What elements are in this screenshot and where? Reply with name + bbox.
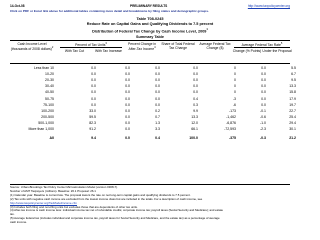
cell-avg: -6,876 xyxy=(226,120,236,125)
cell-avg: -173 xyxy=(228,108,236,113)
cell-under: 30.1 xyxy=(289,127,296,131)
cell-cut: 0.0 xyxy=(91,84,96,89)
note-4-cont: tax. xyxy=(10,212,15,217)
col-change-pct-points: Change (% Points) xyxy=(232,49,262,53)
col-with-tax-cut: With Tax Cut xyxy=(64,49,85,53)
cell-label: Less than 10 xyxy=(33,66,54,70)
summary-label: Summary Table xyxy=(136,34,164,39)
cell-label: 100-200 xyxy=(41,108,54,113)
header-date: 14-Oct-08 xyxy=(10,4,25,8)
header-url-link[interactable]: http://www.taxpolicycenter.org xyxy=(247,4,290,8)
footnotes xyxy=(10,186,292,225)
cell-after: 0.0 xyxy=(155,84,160,89)
cell-inc: 0.0 xyxy=(125,66,130,70)
cell-after: 0.0 xyxy=(155,90,160,95)
note-3: (3) Includes both filing and non-filing units but excludes those that are dependents of other tax units. xyxy=(10,204,138,209)
note-1: (1) Calendar year. Baseline is current law. The proposal lowers the rate on net long-term capital gains and qualifying dividends to 7.5 percent. xyxy=(10,192,191,197)
note-2: (2) Tax units with negative cash income are excluded from the lowest income class but are included in the totals. For a description of cash income, see xyxy=(10,196,203,201)
cell-chg: -1.0 xyxy=(259,120,266,125)
table-row xyxy=(10,135,296,142)
cell-avg: 0 xyxy=(234,66,236,70)
cell-label: 50-75 xyxy=(45,96,54,101)
cell-cut: 9.4 xyxy=(91,135,96,140)
cell-share: 0.0 xyxy=(193,84,198,89)
cell-after: 0.0 xyxy=(155,66,160,70)
cell-under: 17.9 xyxy=(289,96,296,101)
cell-cut: 59.5 xyxy=(89,114,96,119)
cell-chg: 0.0 xyxy=(261,66,266,70)
cell-share: 0.3 xyxy=(193,102,198,107)
cell-avg: 0 xyxy=(234,72,236,77)
cell-chg: -0.1 xyxy=(259,108,266,113)
top-strip xyxy=(0,0,300,3)
cell-share: 9.9 xyxy=(193,108,198,113)
subtitle-footnote: 1 xyxy=(206,28,208,32)
note-4: (4) After-tax income is cash income less: individual income tax net of refundable credits; corporate income tax; payroll taxes (Social Security and Medicare); and estate xyxy=(10,208,224,213)
cell-under: 21.2 xyxy=(289,135,296,140)
title-block xyxy=(0,17,300,40)
cell-chg: 0.0 xyxy=(261,84,266,89)
cell-after: 0.0 xyxy=(155,96,160,101)
cell-chg: -2.3 xyxy=(259,127,266,131)
cell-label: 500-1,000 xyxy=(38,120,54,125)
cell-under: 13.3 xyxy=(289,84,296,89)
col-share-total: Share of Total Federal Tax Change xyxy=(161,42,195,51)
cell-avg: 0 xyxy=(234,90,236,95)
table-row xyxy=(10,127,296,133)
col-avg-federal-tax-rate: Average Federal Tax Rate$^5$ xyxy=(241,42,283,48)
cell-inc: 0.0 xyxy=(125,96,130,101)
col-cash-income: Cash Income Level (thousands of 2008 dollars)$^2$ xyxy=(10,42,54,52)
cell-after: 0.4 xyxy=(155,135,160,140)
table-number: Table T08-0245 xyxy=(136,17,164,21)
cell-inc: 0.0 xyxy=(125,114,130,119)
cell-under: 29.4 xyxy=(289,120,296,125)
cell-under: 6.7 xyxy=(291,72,296,77)
cell-after: 0.0 xyxy=(155,102,160,107)
cell-avg: -375 xyxy=(228,135,236,140)
cell-cut: 0.0 xyxy=(91,90,96,95)
table-title: Reduce Rate on Capital Gains and Qualifying Dividends to 7.5 percent xyxy=(86,22,214,27)
cell-cut: 0.0 xyxy=(91,66,96,70)
col-under-proposal: Under the Proposal xyxy=(262,49,292,53)
cell-cut: 0.0 xyxy=(91,96,96,101)
cell-share: 0.0 xyxy=(193,90,198,95)
cell-cut: 0.0 xyxy=(91,72,96,77)
note-5: (5) Average federal tax (includes individual and corporate income tax, payroll taxes for Social Security and Medicare, and the estate tax) as a percentage of average xyxy=(10,216,220,221)
cell-inc: 0.0 xyxy=(125,78,130,83)
header-preliminary: PRELIMINARY RESULTS xyxy=(130,4,168,8)
cell-inc: 0.0 xyxy=(125,102,130,107)
cell-label: 30-40 xyxy=(45,84,54,89)
cell-after: 0.2 xyxy=(155,108,160,113)
cell-under: 15.8 xyxy=(289,90,296,95)
note-amt: Number of AMT Taxpayers (millions). Baseline: 26.1 Proposal: 26.1 xyxy=(10,188,96,193)
cell-inc: 0.0 xyxy=(125,120,130,125)
cell-share: 12.0 xyxy=(191,120,198,125)
cell-avg: 0 xyxy=(234,84,236,89)
cell-after: 3.3 xyxy=(155,127,160,131)
note-source: Source: Urban-Brookings Tax Policy Center Microsimulation Model (version 0308-7). xyxy=(10,185,118,189)
cell-share: 0.0 xyxy=(193,72,198,77)
note-5-cont: cash income. xyxy=(10,220,28,225)
cell-under: 5.5 xyxy=(291,66,296,70)
cell-label: 10-20 xyxy=(45,72,54,77)
cell-share: 0.4 xyxy=(193,96,198,101)
cell-cut: 91.2 xyxy=(89,127,96,131)
col-avg-federal-tax-change: Average Federal Tax Change ($) xyxy=(199,42,231,51)
cell-avg: 0 xyxy=(234,78,236,83)
col-with-tax-increase: With Tax Increase xyxy=(95,49,122,53)
note-link[interactable]: http://www.taxpolicycenter.org/TaxModel/income.cfm xyxy=(10,200,77,205)
cell-chg: 0.0 xyxy=(261,102,266,107)
cell-under: 25.4 xyxy=(289,114,296,119)
cell-under: 19.7 xyxy=(289,102,296,107)
cell-inc: 0.0 xyxy=(125,135,130,140)
cell-under: 22.7 xyxy=(289,108,296,113)
cell-chg: 0.0 xyxy=(261,72,266,77)
cell-cut: 33.0 xyxy=(89,108,96,113)
cell-after: 0.0 xyxy=(155,72,160,77)
cell-inc: 0.0 xyxy=(125,84,130,89)
cell-label: More than 1,000 xyxy=(28,127,54,131)
cell-chg: 0.0 xyxy=(261,90,266,95)
cell-cut: 82.3 xyxy=(89,120,96,125)
cell-inc: 0.0 xyxy=(125,72,130,77)
cell-inc: 0.0 xyxy=(125,90,130,95)
rule-rate-group xyxy=(234,47,290,48)
cell-cut: 0.0 xyxy=(91,102,96,107)
cell-share: 13.3 xyxy=(191,114,198,119)
cell-avg: -6 xyxy=(232,102,236,107)
cell-share: 0.0 xyxy=(193,66,198,70)
cell-after: 1.3 xyxy=(155,120,160,125)
cell-under: 9.5 xyxy=(291,78,296,83)
cell-chg: 0.0 xyxy=(261,78,266,83)
cell-inc: 0.0 xyxy=(125,127,130,131)
cell-share: 0.0 xyxy=(193,78,198,83)
col-percent-tax-units: Percent of Tax Units$^3$ xyxy=(75,42,107,48)
notice-text: Click on PDF or Excel link above for additional tables containing more detail and breakdowns by filing status and demographic groups. xyxy=(10,9,209,13)
cell-avg: -72,593 xyxy=(224,127,236,131)
cell-avg: -3 xyxy=(232,96,236,101)
cell-chg: -0.3 xyxy=(259,135,266,140)
cell-cut: 0.0 xyxy=(91,78,96,83)
cell-label: 40-50 xyxy=(45,90,54,95)
rule-percent-group xyxy=(60,47,122,48)
table-subtitle: Distribution of Federal Tax Change by Cash Income Level, 2009$^1$ xyxy=(92,28,208,34)
cell-inc: 0.0 xyxy=(125,108,130,113)
cell-label: 20-30 xyxy=(45,78,54,83)
cell-share: 66.1 xyxy=(191,127,198,131)
col-pct-change-after-tax: Percent Change in After-Tax Income$^4$ xyxy=(127,42,157,52)
cell-after: 0.7 xyxy=(155,114,160,119)
rule-header-bottom xyxy=(10,63,290,64)
cell-chg: -0.6 xyxy=(259,114,266,119)
cell-label: All xyxy=(49,135,54,140)
cell-chg: 0.0 xyxy=(261,96,266,101)
cell-share: 100.0 xyxy=(189,135,198,140)
rule-top xyxy=(10,40,290,41)
cell-label: 75-100 xyxy=(43,102,54,107)
cell-after: 0.0 xyxy=(155,78,160,83)
cell-label: 200-500 xyxy=(41,114,54,119)
cell-avg: -1,462 xyxy=(226,114,236,119)
